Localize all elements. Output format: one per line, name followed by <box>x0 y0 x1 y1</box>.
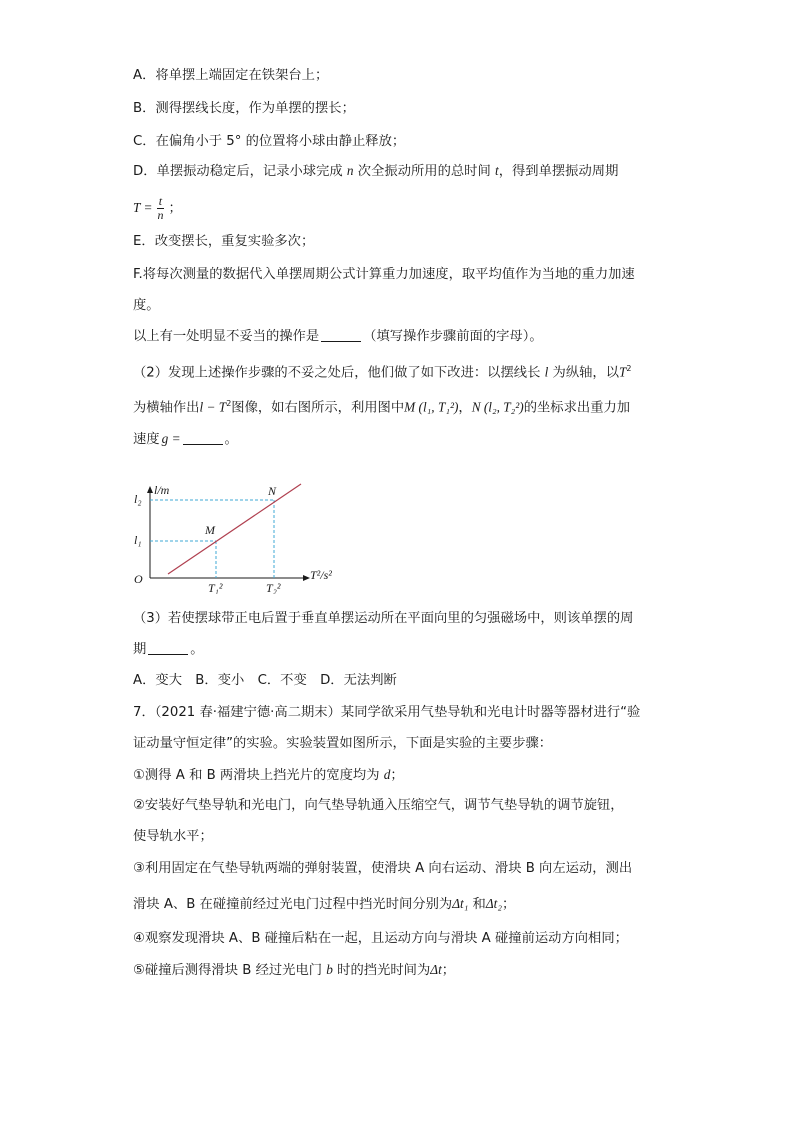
question-1: 以上有一处明显不妥当的操作是 （填写操作步骤前面的字母）。 <box>133 329 543 344</box>
question-3-line2: 期 。 <box>133 642 204 657</box>
answer-blank[interactable] <box>183 432 223 445</box>
q7-step-3-line1: ③利用固定在气垫导轨两端的弹射装置，使滑块 A 向右运动、滑块 B 向左运动，测出 <box>133 861 633 876</box>
x-axis-label: T²/s² <box>310 568 332 582</box>
q7-step-5: ⑤碰撞后测得滑块 B 经过光电门 b 时的挡光时间为Δt； <box>133 962 456 978</box>
question-3-options: A．变大 B．变小 C．不变 D．无法判断 <box>133 673 397 688</box>
period-fraction: $\frac{t}{n}$ <box>157 193 164 222</box>
step-d: D．单摆振动稳定后，记录小球完成 n 次全振动所用的总时间 t，得到单摆振动周期 <box>133 163 619 179</box>
l1-label: l₁ <box>134 533 142 547</box>
question-2-line2: 为横轴作出$l - T^2$图像，如右图所示，利用图中M (l₁, T₁²)，N (l₂, T₂²)的坐标求出重力加 <box>133 399 631 416</box>
q7-step-2-line1: ②安装好气垫导轨和光电门，向气垫导轨通入压缩空气，调节气垫导轨的调节旋钮， <box>133 798 624 813</box>
t2-label: T₂² <box>266 581 281 594</box>
data-line <box>168 484 301 574</box>
point-n-label: N <box>268 484 277 498</box>
step-c: C．在偏角小于 5° 的位置将小球由静止释放； <box>133 134 406 149</box>
point-m-label: M <box>205 523 215 537</box>
step-f-line1: F.将每次测量的数据代入单摆周期公式计算重力加速度，取平均值作为当地的重力加速 <box>133 267 635 282</box>
q7-step-2-line2: 使导轨水平； <box>133 829 213 844</box>
step-f-line2: 度。 <box>133 298 160 313</box>
answer-blank[interactable] <box>148 642 188 655</box>
step-d-formula: T = $\frac{t}{n}$ ； <box>133 193 182 222</box>
step-e: E．改变摆长，重复实验多次； <box>133 234 315 249</box>
answer-blank[interactable] <box>321 329 361 342</box>
step-b: B．测得摆线长度，作为单摆的摆长； <box>133 101 355 116</box>
question-7-line1: 7．（2021 春·福建宁德·高二期末）某同学欲采用气垫导轨和光电计时器等器材进行“验 <box>133 705 641 720</box>
question-3-line1: （3）若使摆球带正电后置于垂直单摆运动所在平面向里的匀强磁场中，则该单摆的周 <box>133 611 634 626</box>
y-axis-arrow <box>147 486 153 493</box>
l2-label: l₂ <box>134 492 142 506</box>
y-axis-label: l/m <box>154 483 170 497</box>
x-axis-arrow <box>303 575 310 581</box>
q7-step-4: ④观察发现滑块 A、B 碰撞后粘在一起，且运动方向与滑块 A 碰撞前运动方向相同； <box>133 931 628 946</box>
t1-label: T₁² <box>208 581 223 594</box>
step-a: A．将单摆上端固定在铁架台上； <box>133 68 329 83</box>
question-2-line3: 速度 g = 。 <box>133 431 238 447</box>
l-t2-graph <box>128 482 348 594</box>
q7-step-3-line2: 滑块 A、B 在碰撞前经过光电门过程中挡光时间分别为Δt₁ 和Δt₂； <box>133 896 516 912</box>
origin-label: O <box>134 572 143 586</box>
question-7-line2: 证动量守恒定律”的实验。实验装置如图所示，下面是实验的主要步骤： <box>133 736 553 751</box>
q7-step-1: ①测得 A 和 B 两滑块上挡光片的宽度均为 d； <box>133 767 404 783</box>
question-2-line1: （2）发现上述操作步骤的不妥之处后，他们做了如下改进：以摆线长 l 为纵轴，以$T^2$ <box>133 364 632 381</box>
